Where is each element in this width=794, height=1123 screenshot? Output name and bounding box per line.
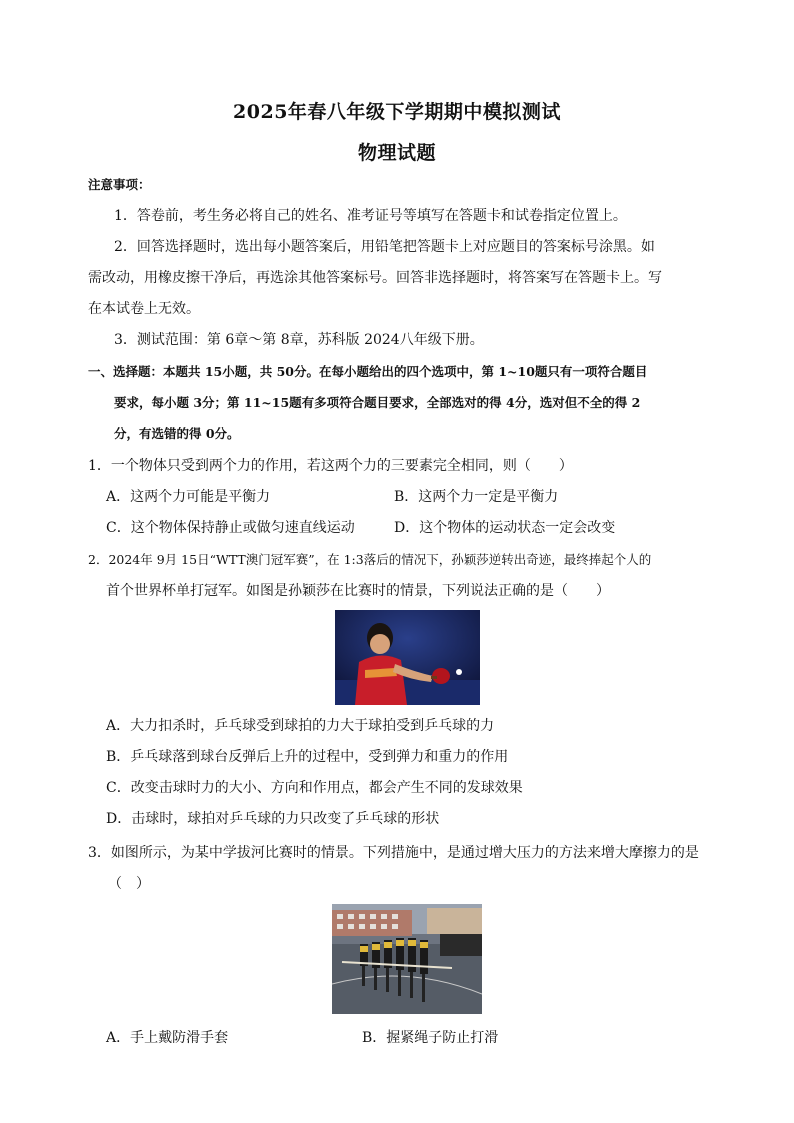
q3-option-a: A．手上戴防滑手套 <box>106 1030 229 1046</box>
q2-option-d: D．击球时，球拍对乒乓球的力只改变了乒乓球的形状 <box>106 811 440 827</box>
q2-option-c: C．改变击球时力的大小、方向和作用点，都会产生不同的发球效果 <box>106 780 523 796</box>
q2-stem-line-1: 2．2024年 9月 15日“WTT澳门冠军赛”，在 1:3落后的情况下，孙颖莎逆转出奇迹，最终捧起个人的 <box>88 552 652 567</box>
tug-of-war-photo <box>332 904 482 1014</box>
table-tennis-photo <box>335 610 480 705</box>
q3-stem-line-2: （ ） <box>108 876 150 892</box>
q2-option-a: A．大力扣杀时，乒乓球受到球拍的力大于球拍受到乒乓球的力 <box>106 718 495 734</box>
notice-item-2-line-2: 需改动，用橡皮擦干净后，再选涂其他答案标号。回答非选择题时，将答案写在答题卡上。写 <box>88 270 662 286</box>
q1-stem: 1．一个物体只受到两个力的作用，若这两个力的三要素完全相同，则（ ） <box>88 458 573 474</box>
q1-option-a: A．这两个力可能是平衡力 <box>106 489 271 505</box>
section-1-line-3: 分，有选错的得 0分。 <box>114 426 240 441</box>
notice-heading: 注意事项： <box>88 177 151 192</box>
section-1-line-2: 要求，每小题 3分；第 11~15题有多项符合题目要求，全部选对的得 4分，选对但不全的得 2 <box>114 395 641 410</box>
notice-item-1: 1．答卷前，考生务必将自己的姓名、准考证号等填写在答题卡和试卷指定位置上。 <box>114 208 627 224</box>
notice-item-2-line-1: 2．回答选择题时，选出每小题答案后，用铅笔把答题卡上对应题目的答案标号涂黑。如 <box>114 239 655 255</box>
q1-option-b: B．这两个力一定是平衡力 <box>394 489 559 505</box>
exam-title: 2025年春八年级下学期期中模拟测试 <box>233 101 561 123</box>
exam-subject: 物理试题 <box>357 142 436 164</box>
q1-option-d: D．这个物体的运动状态一定会改变 <box>394 520 616 536</box>
q3-option-b: B．握紧绳子防止打滑 <box>362 1030 499 1046</box>
q2-stem-line-2: 首个世界杯单打冠军。如图是孙颖莎在比赛时的情景，下列说法正确的是（ ） <box>106 583 610 599</box>
notice-item-2-line-3: 在本试卷上无效。 <box>88 301 200 317</box>
q3-stem-line-1: 3．如图所示，为某中学拔河比赛时的情景。下列措施中，是通过增大压力的方法来增大摩擦力的是 <box>88 845 699 861</box>
section-1-line-1: 一、选择题：本题共 15小题，共 50分。在每小题给出的四个选项中，第 1~10题只有一项符合题目 <box>88 364 648 379</box>
notice-item-3: 3．测试范围：第 6章～第 8章，苏科版 2024八年级下册。 <box>114 332 484 348</box>
q2-option-b: B．乒乓球落到球台反弹后上升的过程中，受到弹力和重力的作用 <box>106 749 509 765</box>
q1-option-c: C．这个物体保持静止或做匀速直线运动 <box>106 520 355 536</box>
